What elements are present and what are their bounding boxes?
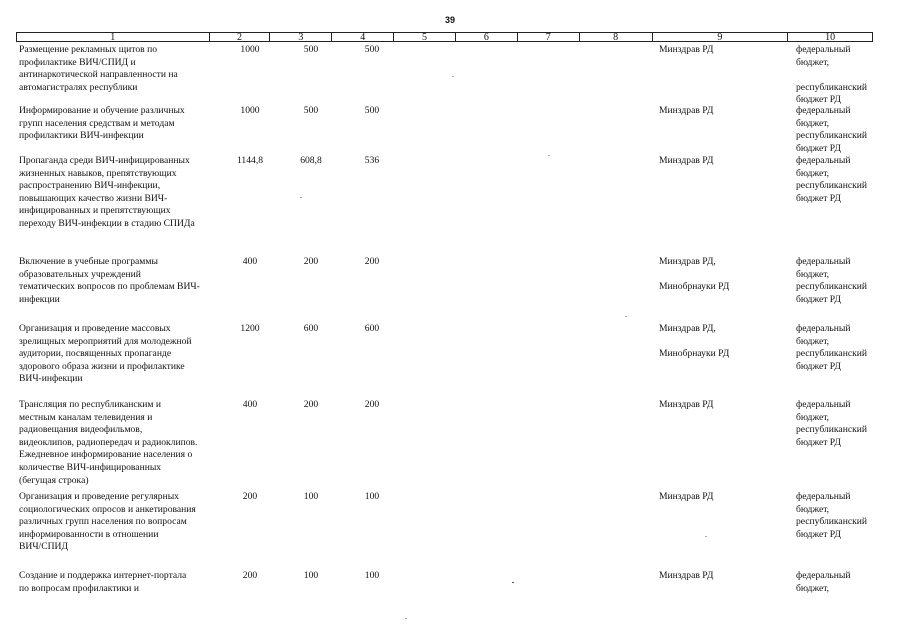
row-value-col4: 536 <box>364 155 380 166</box>
row-funding-source: федеральный бюджет, республиканский бюджет РД <box>796 399 868 448</box>
row-funding-source: федеральный бюджет, республиканский бюджет РД <box>796 44 868 106</box>
column-header-10: 10 <box>825 32 836 43</box>
column-header-9: 9 <box>653 33 789 41</box>
page-number: 39 <box>444 15 455 25</box>
row-value-total: 1144,8 <box>236 155 264 166</box>
row-value-col3: 600 <box>303 323 319 334</box>
row-value-col3: 100 <box>303 570 319 581</box>
row-funding-source: федеральный бюджет, <box>796 570 851 594</box>
column-header-6: 6 <box>456 33 518 41</box>
row-value-col4: 500 <box>364 44 380 55</box>
scan-speck <box>452 76 454 77</box>
column-header-1: 1 <box>17 33 210 41</box>
row-value-col4: 100 <box>364 570 380 581</box>
column-header-5: 5 <box>394 33 456 41</box>
column-header-7: 7 <box>518 33 580 41</box>
row-funding-source: федеральный бюджет, республиканский бюджет РД <box>796 105 868 154</box>
row-value-col4: 100 <box>364 491 380 502</box>
scan-speck <box>625 316 627 317</box>
row-executor: Минздрав РД <box>659 491 714 502</box>
row-value-total: 400 <box>242 256 258 267</box>
scan-speck <box>405 618 407 619</box>
table-header-row <box>16 32 873 42</box>
row-value-total: 1000 <box>240 44 260 55</box>
row-description: Организация и проведение массовых зрелищных мероприятий для молодежной аудитории, посвященных пропаганде здорового образа жизни и профилактике ВИЧ-инфекции <box>19 323 192 385</box>
row-description: Организация и проведение регулярных социологических опросов и анкетирования различных групп населения по вопросам информированности в отношении ВИЧ/СПИД <box>19 491 196 553</box>
row-value-col4: 600 <box>364 323 380 334</box>
row-description: Размещение рекламных щитов по профилактике ВИЧ/СПИД и антинаркотической направленности на автомагистралях республики <box>19 44 178 93</box>
row-value-col3: 500 <box>303 44 319 55</box>
scan-speck <box>548 155 550 156</box>
row-value-col3: 200 <box>303 256 319 267</box>
row-funding-source: федеральный бюджет, республиканский бюджет РД <box>796 491 868 540</box>
row-executor: Минздрав РД <box>659 155 714 166</box>
row-executor: Минздрав РД, Минобрнауки РД <box>659 323 730 360</box>
column-header-3: 3 <box>270 33 332 41</box>
row-value-total: 1000 <box>240 105 260 116</box>
row-value-total: 200 <box>242 570 258 581</box>
row-value-total: 200 <box>242 491 258 502</box>
row-value-total: 400 <box>242 399 258 410</box>
row-executor: Минздрав РД, Минобрнауки РД <box>659 256 730 293</box>
row-executor: Минздрав РД <box>659 105 714 116</box>
row-value-col3: 608,8 <box>300 155 322 166</box>
row-value-col3: 200 <box>303 399 319 410</box>
row-description: Включение в учебные программы образовательных учреждений тематических вопросов по проблемам ВИЧ- инфекции <box>19 256 200 305</box>
column-header-8: 8 <box>580 33 653 41</box>
row-executor: Минздрав РД <box>659 570 714 581</box>
row-executor: Минздрав РД <box>659 399 714 410</box>
scan-speck <box>705 536 707 537</box>
row-description: Информирование и обучение различных групп населения средствам и методам профилактики ВИЧ-инфекции <box>19 105 185 142</box>
row-value-total: 1200 <box>240 323 260 334</box>
row-value-col4: 200 <box>364 256 380 267</box>
column-header-4: 4 <box>332 33 394 41</box>
scan-speck <box>300 197 302 198</box>
row-description: Создание и поддержка интернет-портала по вопросам профилактики и <box>19 570 187 594</box>
row-description: Пропаганда среди ВИЧ-инфицированных жизненных навыков, препятствующих распространению ВИЧ-инфекции, повышающих качество жизни ВИЧ- инфицированных и препятствующих переходу ВИЧ-инфекции в стадию СПИДа <box>19 155 195 229</box>
row-funding-source: федеральный бюджет, республиканский бюджет РД <box>796 155 868 204</box>
column-header-2: 2 <box>210 33 271 41</box>
row-value-col3: 500 <box>303 105 319 116</box>
row-value-col4: 500 <box>364 105 380 116</box>
row-value-col4: 200 <box>364 399 380 410</box>
scan-speck <box>512 582 514 583</box>
row-funding-source: федеральный бюджет, республиканский бюджет РД <box>796 256 868 305</box>
row-funding-source: федеральный бюджет, республиканский бюджет РД <box>796 323 868 372</box>
row-executor: Минздрав РД <box>659 44 714 55</box>
row-description: Трансляция по республиканским и местным каналам телевидения и радиовещания видеофильмов, видеоклипов, радиопередач и радиоклипов. Ежедневное информирование населения о количестве ВИЧ-инфицированных (бегущая строка) <box>19 399 198 486</box>
row-value-col3: 100 <box>303 491 319 502</box>
